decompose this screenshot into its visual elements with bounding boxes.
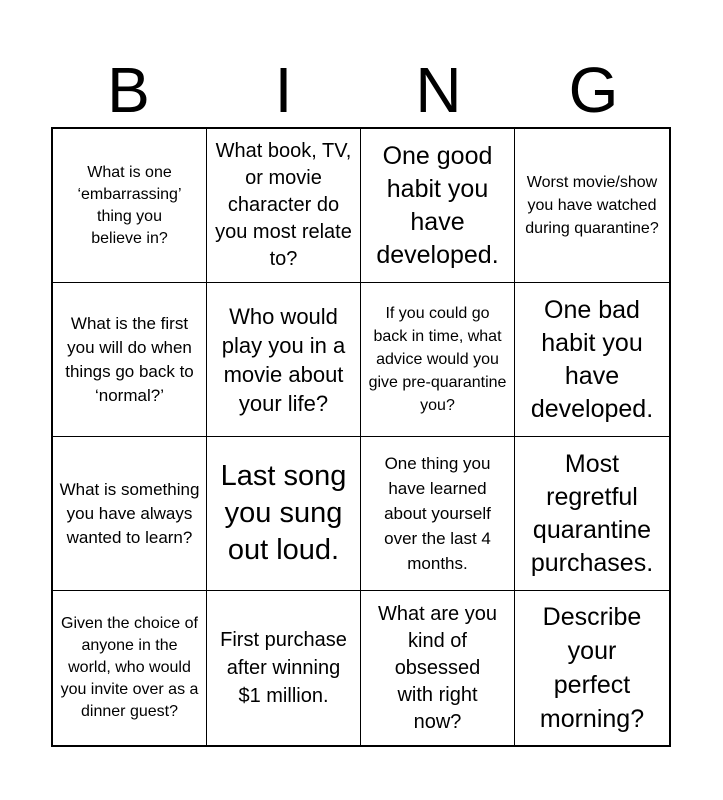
bingo-cell[interactable] [515,129,669,283]
bingo-cell-text: What is something you have always wanted to learn? [59,479,200,547]
bingo-cell[interactable] [207,591,361,745]
header-letter-b: B [107,54,150,126]
bingo-cell-text: One bad habit you have developed. [530,295,654,423]
bingo-cell-text: One thing you have learned about yourself over the last 4 months. [384,454,491,573]
bingo-cell-text: What is the first you will do when things go back to ‘normal?’ [65,313,194,405]
bingo-cell[interactable] [53,283,207,437]
bingo-cell[interactable] [207,437,361,591]
bingo-cell-text: Given the choice of anyone in the world, who would you invite over as a dinner guest? [60,615,199,720]
bingo-cell-text: What book, TV, or movie character do you most relate to? [215,140,352,270]
bingo-cell[interactable] [361,591,515,745]
bingo-cell[interactable] [53,129,207,283]
bingo-cell[interactable] [207,283,361,437]
bingo-cell[interactable] [361,437,515,591]
bingo-cell[interactable] [515,283,669,437]
bingo-cell-text: Most regretful quarantine purchases. [530,449,654,577]
header-letter-i: I [274,54,293,126]
bingo-header [51,52,671,128]
header-letter-n: N [415,54,462,126]
bingo-cell-text: What is one ‘embarrassing’ thing you believe in? [77,163,182,247]
bingo-cell-text: Worst movie/show you have watched during quarantine? [525,174,659,237]
bingo-cell[interactable] [53,437,207,591]
bingo-cell-text: What are you kind of obsessed with right now? [378,602,497,733]
bingo-cell-text: First purchase after winning $1 million. [220,629,347,707]
bingo-cell[interactable] [361,129,515,283]
bingo-cell[interactable] [361,283,515,437]
bingo-cell-text: Who would play you in a movie about your life? [221,303,346,416]
bingo-cell[interactable] [515,591,669,745]
bingo-cell-text: One good habit you have developed. [376,141,499,269]
bingo-cell[interactable] [515,437,669,591]
bingo-cell-text: Last song you sung out loud. [220,460,347,566]
header-letter-g: G [568,54,619,126]
bingo-cell[interactable] [53,591,207,745]
bingo-cell-text: Describe your perfect morning? [539,603,645,733]
bingo-cell[interactable] [207,129,361,283]
bingo-card [51,127,671,747]
bingo-cell-text: If you could go back in time, what advice would you give pre-quarantine you? [368,305,507,414]
